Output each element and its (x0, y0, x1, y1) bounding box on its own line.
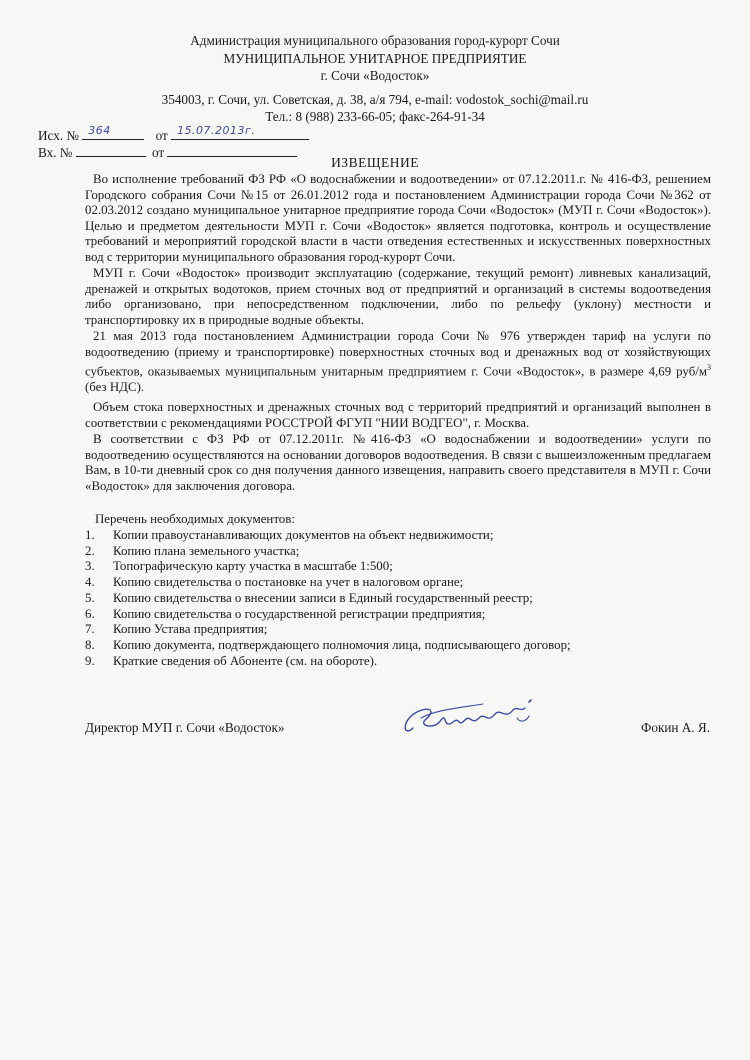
documents-list (85, 528, 571, 669)
document-title: ИЗВЕЩЕНИЕ (331, 155, 419, 170)
documents-list-heading: Перечень необходимых документов: (95, 512, 295, 526)
outgoing-number-field (82, 126, 144, 140)
document-list-item (85, 559, 571, 575)
list-item-text: Копию документа, подтверждающего полномочия лица, подписывающего договор; (113, 637, 571, 652)
document-list-item (85, 638, 571, 654)
paragraph-5 (85, 432, 711, 494)
outgoing-from-label: от (155, 128, 168, 143)
outgoing-date-field (171, 126, 309, 140)
document-list-item (85, 622, 571, 638)
list-item-number: 1. (85, 528, 95, 542)
document-list-item (85, 654, 571, 670)
document-list-item (85, 607, 571, 623)
list-item-number: 6. (85, 606, 95, 621)
header-phone: Тел.: 8 (988) 233-66-05; факс-264-91-34 (265, 109, 485, 124)
list-item-text: Копию Устава предприятия; (113, 622, 268, 637)
letterhead (0, 32, 750, 126)
list-item-number: 2. (85, 543, 95, 558)
director-position: Директор МУП г. Сочи «Водосток» (85, 720, 285, 735)
outgoing-label: Исх. № (38, 128, 79, 143)
list-item-number: 9. (85, 653, 95, 668)
tariff-superscript: 3 (707, 363, 711, 372)
header-address: 354003, г. Сочи, ул. Советская, д. 38, а/я 794, e-mail: vodostok_sochi@mail.ru (161, 91, 589, 107)
list-item-text: Топографическую карту участка в масштабе 1:500; (113, 559, 393, 574)
outgoing-date: 15.07.2013г. (177, 124, 256, 137)
list-item-text: Копию плана земельного участка; (113, 543, 300, 558)
document-list-item (85, 575, 571, 591)
list-item-text: Копию свидетельства о государственной регистрации предприятия; (113, 606, 486, 621)
document-list-item (85, 544, 571, 560)
list-item-number: 3. (85, 559, 95, 574)
header-administration: Администрация муниципального образования город-курорт Сочи (190, 33, 560, 48)
paragraph-4 (85, 400, 711, 431)
list-item-number: 7. (85, 622, 95, 637)
list-item-text: Краткие сведения об Абоненте (см. на обороте). (113, 653, 378, 668)
paragraph-5-text: В соответствии с ФЗ РФ от 07.12.2011г. №416-ФЗ «О водоснабжении и водоотведении» услуги по водоотведению осуществляются на основании договоров водоотведения. В связи с вышеизложенным предлагаем Вам, в 10-ти дневный срок со дня получения данного извещения, направить своего представителя в МУП г. Сочи «Водосток» для заключения договора. (85, 432, 711, 493)
header-enterprise-name: г. Сочи «Водосток» (320, 68, 430, 83)
document-list-item (85, 528, 571, 544)
outgoing-ref (38, 126, 309, 143)
director-name: Фокин А. Я. (640, 720, 710, 735)
paragraph-3 (85, 329, 711, 395)
tariff-suffix: (без НДС). (85, 379, 145, 394)
document-list-item (85, 591, 571, 607)
outgoing-number: 364 (88, 124, 111, 137)
signature-row (85, 720, 710, 740)
paragraph-1 (85, 172, 711, 265)
list-item-text: Копию свидетельства о внесении записи в Единый государственный реестр; (113, 590, 533, 605)
header-enterprise-type: МУНИЦИПАЛЬНОЕ УНИТАРНОЕ ПРЕДПРИЯТИЕ (223, 50, 527, 66)
paragraph-2-text: МУП г. Сочи «Водосток» производит эксплуатацию (содержание, текущий ремонт) ливневых канализаций, дренажей и открытых водотоков, прием сточных вод от предприятий и организаций в системы водоотведения либо организовано, при непосредственном подключении, либо по рельефу (уклону) местности и транспортировку их в природные водные объекты. (85, 266, 711, 327)
notice-body (85, 172, 711, 495)
paragraph-1-text: Во исполнение требований ФЗ РФ «О водоснабжении и водоотведении» от 07.12.2011.г. № 416-ФЗ, решением Городского собрания Сочи №15 от 26.01.2012 года и постановлением Администрации города Сочи №362 от 02.03.2012 создано муниципальное унитарное предприятие города Сочи «Водосток» (МУП г. Сочи «Водосток»). Целью и предметом деятельности МУП г. Сочи «Водосток» является подготовка, контроль и осуществление требований и мероприятий городской власти в части отведения естественных и искусственных поверхностных вод с территории муниципального образования город-курорт Сочи. (85, 172, 711, 264)
list-item-text: Копию свидетельства о постановке на учет в налоговом органе; (113, 575, 464, 590)
paragraph-4-text: Объем стока поверхностных и дренажных сточных вод с территорий предприятий и организаций выполнен в соответствии с рекомендациями РОССТРОЙ ФГУП "НИИ ВОДГЕО", г. Москва. (85, 400, 711, 430)
paragraph-2 (85, 266, 711, 328)
paragraph-3-text: 21 мая 2013 года постановлением Администрации города Сочи № 976 утвержден тариф на услуги по водоотведению (приему и транспортировке) поверхностных сточных вод и дренажных вод от хозяйствующих субъектов, оказываемых муниципальным унитарным предприятием г. Сочи «Водосток», в размере 4,69 руб/м (85, 329, 711, 379)
list-item-number: 8. (85, 637, 95, 652)
incoming-from-label: от (152, 145, 165, 160)
list-item-number: 4. (85, 575, 95, 590)
list-item-number: 5. (85, 590, 95, 605)
list-item-text: Копии правоустанавливающих документов на объект недвижимости; (113, 528, 494, 542)
incoming-label: Вх. № (38, 145, 73, 160)
